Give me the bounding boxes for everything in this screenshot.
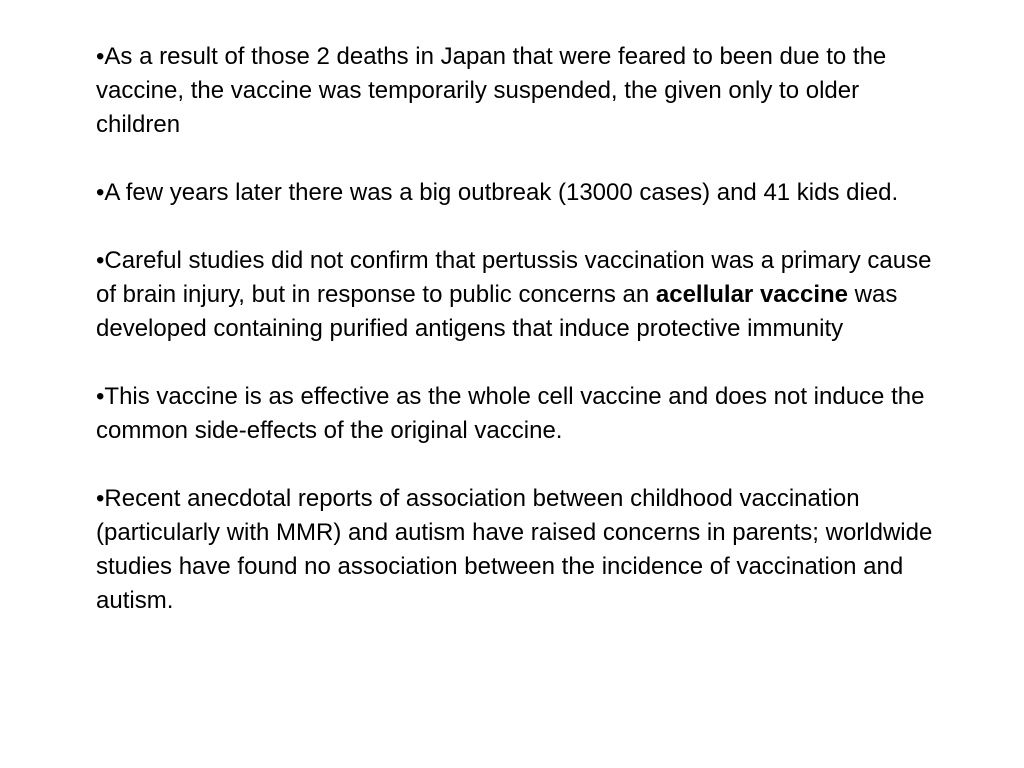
- bullet-text: As a result of those 2 deaths in Japan that were feared to been due to the vaccine, the vaccine was temporarily suspended, the given only to older children: [96, 43, 887, 138]
- bullet-marker: •: [96, 179, 105, 206]
- bullet-paragraph: [96, 380, 936, 448]
- bullet-paragraph: [96, 176, 936, 210]
- bullet-marker: •: [96, 247, 105, 274]
- bullet-marker: •: [96, 43, 105, 70]
- slide-body: [96, 40, 936, 618]
- bullet-paragraph: [96, 40, 936, 142]
- bold-term: acellular vaccine: [655, 281, 849, 308]
- bullet-text: Careful studies did not confirm that pertussis vaccination was a primary cause of brain injury, but in response to public concerns an: [96, 247, 932, 308]
- bullet-paragraph: [96, 482, 936, 618]
- bullet-paragraph: [96, 244, 936, 346]
- bullet-text: was developed containing purified antigens that induce protective immunity: [96, 281, 898, 342]
- bullet-text: This vaccine is as effective as the whole cell vaccine and does not induce the common side-effects of the original vaccine.: [96, 383, 925, 444]
- bullet-marker: •: [96, 485, 105, 512]
- bullet-marker: •: [96, 383, 105, 410]
- bullet-text: Recent anecdotal reports of association between childhood vaccination (particularly with MMR) and autism have raised concerns in parents; worldwide studies have found no association between the incidence of vaccination and autism.: [96, 485, 933, 614]
- bullet-text: A few years later there was a big outbreak (13000 cases) and 41 kids died.: [104, 179, 899, 206]
